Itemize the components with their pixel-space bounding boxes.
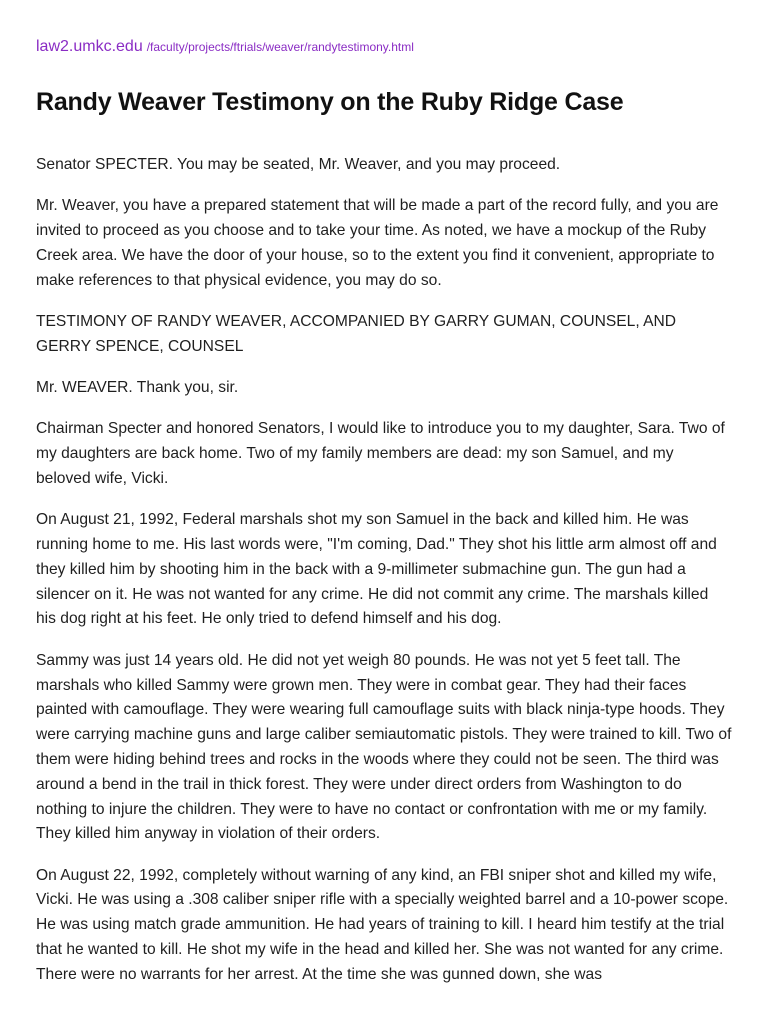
paragraph-senator-specter-opening: Senator SPECTER. You may be seated, Mr. Weaver, and you may proceed. xyxy=(36,156,561,173)
source-path-link[interactable]: /faculty/projects/ftrials/weaver/randytestimony.html xyxy=(146,40,414,54)
paragraph-sammy: Sammy was just 14 years old. He did not yet weigh 80 pounds. He was not yet 5 feet tall. The marshals who killed Sammy were grown men. They were in combat gear. They had their faces painted with camouflage. They were wearing full camouflage suits with black ninja-type hoods. They were carrying machine guns and large caliber semiautomatic pistols. They were trained to kill. Two of them were hiding behind trees and rocks in the woods where they could not be seen. The third was around a bend in the trail in thick forest. They were under direct orders from Washington to do nothing to injure the children. They were to have no contact or confrontation with me or my family. They killed him anyway in violation of their orders. xyxy=(36,651,732,843)
source-domain-link[interactable]: law2.umkc.edu xyxy=(36,38,143,55)
source-url xyxy=(36,38,732,56)
document-body xyxy=(36,153,732,988)
page-title: Randy Weaver Testimony on the Ruby Ridge Case xyxy=(36,88,624,116)
paragraph-introduction: Chairman Specter and honored Senators, I would like to introduce you to my daughter, Sara. Two of my daughters are back home. Two of my family members are dead: my son Samuel, and my beloved wife, Vicki. xyxy=(36,420,725,487)
paragraph-august-21: On August 21, 1992, Federal marshals shot my son Samuel in the back and killed him. He was running home to me. His last words were, "I'm coming, Dad." They shot his little arm almost off and they killed him by shooting him in the back with a 9-millimeter submachine gun. The gun had a silencer on it. He was not wanted for any crime. He did not commit any crime. The marshals killed his dog right at his feet. He only tried to defend himself and his dog. xyxy=(36,511,717,628)
paragraph-prepared-statement: Mr. Weaver, you have a prepared statement that will be made a part of the record fully, and you are invited to proceed as you choose and to take your time. As noted, we have a mockup of the Ruby Creek area. We have the door of your house, so to the extent you find it convenient, appropriate to make references to that physical evidence, you may do so. xyxy=(36,197,719,289)
paragraph-weaver-thanks: Mr. WEAVER. Thank you, sir. xyxy=(36,379,239,397)
paragraph-testimony-heading: TESTIMONY OF RANDY WEAVER, ACCOMPANIED BY GARRY GUMAN, COUNSEL, AND GERRY SPENCE, COUNSEL xyxy=(36,312,677,355)
paragraph-august-22: On August 22, 1992, completely without warning of any kind, an FBI sniper shot and killed my wife, Vicki. He was using a .308 caliber sniper rifle with a specially weighted barrel and a 10-power scope. He was using match grade ammunition. He had years of training to kill. I heard him testify at the trial that he wanted to kill. He shot my wife in the head and killed her. She was not wanted for any crime. There were no warrants for her arrest. At the time she was gunned down, she was xyxy=(36,866,729,983)
